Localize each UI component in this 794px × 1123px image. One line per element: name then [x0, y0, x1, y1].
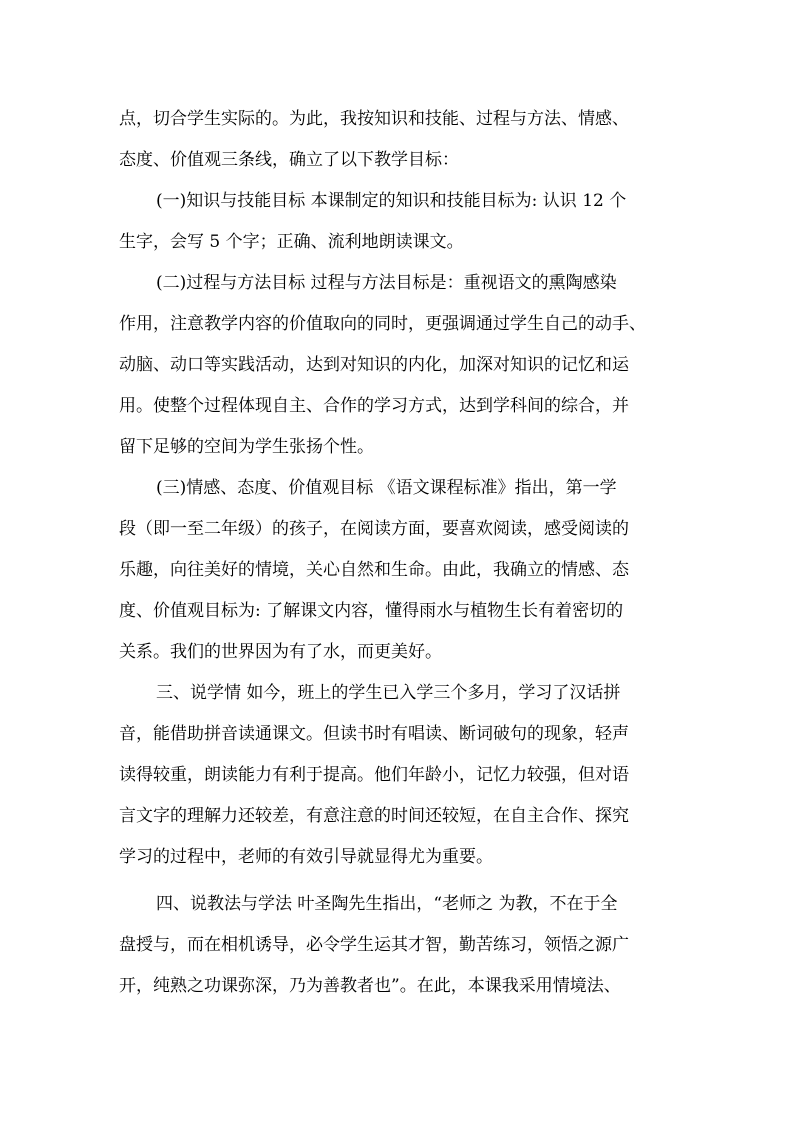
text-line: 盘授与，而在相机诱导，必令学生运其才智，勤苦练习，领悟之源广 — [119, 935, 629, 955]
text-line: 读得较重，朗读能力有利于提高。他们年龄小，记忆力较强，但对语 — [119, 765, 629, 785]
text-line: 用。使整个过程体现自主、合作的学习方式，达到学科间的综合，并 — [119, 396, 629, 416]
text-line: 关系。我们的世界因为有了水，而更美好。 — [119, 642, 442, 662]
paragraph-student-situation: 三、说学情 如今，班上的学生已入学三个多月，学习了汉话拼 — [156, 683, 621, 703]
text-line: 点，切合学生实际的。为此，我按知识和技能、过程与方法、情感、 — [119, 109, 629, 129]
text-line: 乐趣，向往美好的情境，关心自然和生命。由此，我确立的情感、态 — [119, 560, 629, 580]
text-line: 段（即一至二年级）的孩子，在阅读方面，要喜欢阅读，感受阅读的 — [119, 519, 629, 539]
text-line: 开，纯熟之功课弥深，乃为善教者也”。在此，本课我采用情境法、 — [119, 976, 621, 996]
document-page — [119, 99, 679, 1007]
text-line: 态度、价值观三条线，确立了以下教学目标： — [119, 150, 459, 170]
paragraph-process-goal: (二)过程与方法目标 过程与方法目标是：重视语文的熏陶感染 — [156, 273, 617, 293]
paragraph-knowledge-goal: (一)知识与技能目标 本课制定的知识和技能目标为: 认识 12 个 — [156, 191, 627, 211]
text-line: 音，能借助拼音读通课文。但读书时有唱读、断词破句的现象，轻声 — [119, 724, 629, 744]
paragraph-teaching-methods: 四、说教法与学法 叶圣陶先生指出，“老师之 为教，不在于全 — [156, 894, 618, 914]
text-line: 言文字的理解力还较差，有意注意的时间还较短，在自主合作、探究 — [119, 806, 629, 826]
text-line: 度、价值观目标为: 了解课文内容，懂得雨水与植物生长有着密切的 — [119, 601, 624, 621]
paragraph-emotion-goal: (三)情感、态度、价值观目标 《语文课程标准》指出，第一学 — [156, 478, 617, 498]
text-line: 留下足够的空间为学生张扬个性。 — [119, 437, 374, 457]
text-line: 动脑、动口等实践活动，达到对知识的内化，加深对知识的记忆和运 — [119, 355, 629, 375]
text-line: 生字，会写 5 个字；正确、流利地朗读课文。 — [119, 232, 464, 252]
text-line: 学习的过程中，老师的有效引导就显得尤为重要。 — [119, 847, 493, 867]
text-line: 作用，注意教学内容的价值取向的同时，更强调通过学生自己的动手、 — [119, 314, 646, 334]
